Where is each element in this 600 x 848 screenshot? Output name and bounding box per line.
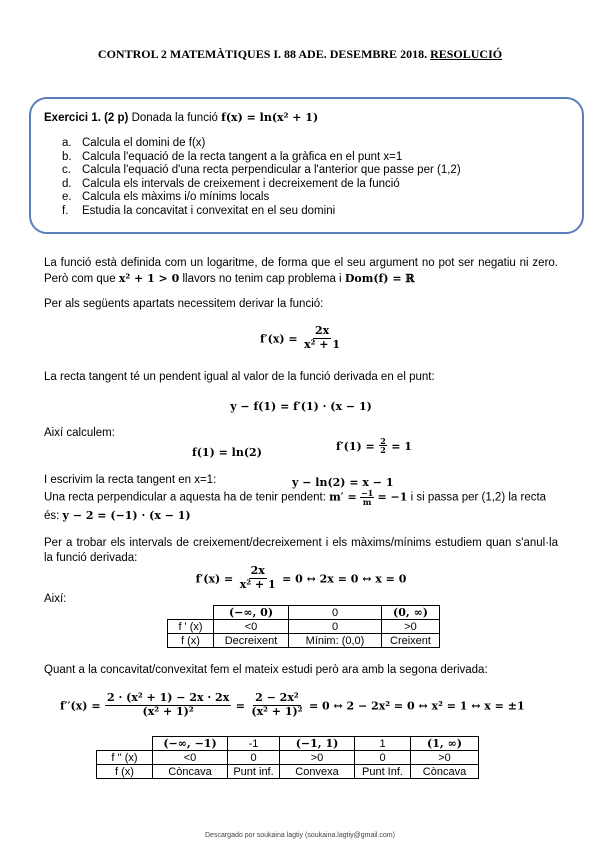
exercise-intro: Donada la funció <box>131 112 218 124</box>
table-cell: 0 <box>228 751 280 765</box>
table-cell: Punt Inf. <box>355 765 411 779</box>
perpendicular-equation-line: és: y − 2 = (−1) · (x − 1) <box>44 509 191 522</box>
table-cell: 0 <box>355 751 411 765</box>
table-cell: Decreixent <box>214 634 289 648</box>
table-cell: Còncava <box>153 765 228 779</box>
page-header <box>0 47 600 62</box>
table-cell: Convexa <box>280 765 355 779</box>
table-cell: >0 <box>382 620 440 634</box>
table-cell: >0 <box>411 751 479 765</box>
table-cell: f ' (x) <box>168 620 214 634</box>
exercise-label: Exercici 1. (2 p) <box>44 112 129 124</box>
table-cell: (0, ∞) <box>382 606 440 620</box>
table-cell: >0 <box>280 751 355 765</box>
concavity-table <box>96 736 479 779</box>
exercise-item: a. Calcula el domini de f(x) <box>62 137 206 149</box>
table-cell: 1 <box>355 737 411 751</box>
header-text: CONTROL 2 MATEMÀTIQUES I. 88 ADE. DESEMBRE 2018. <box>97 47 431 61</box>
download-footer: Descargado por soukaina lagtiy (soukaina.lagtiy@gmail.com) <box>205 832 395 839</box>
fp1-value: f′(1) = $\frac{2}{2}$ = 1 <box>336 436 412 456</box>
derivative-formula: f′(x) = $\frac{2x}{\text{x² + 1}}$ <box>259 324 340 351</box>
tangent-intro: La recta tangent té un pendent igual al valor de la funció derivada en el punt: <box>44 371 435 383</box>
table-cell: f '' (x) <box>97 751 153 765</box>
derivative-intro: Per als següents apartats necessitem derivar la funció: <box>44 298 324 310</box>
table-intro: Així: <box>44 593 67 605</box>
exercise-item: d. Calcula els intervals de creixement i decreixement de la funció <box>62 177 400 190</box>
positivity-expression: x² + 1 > 0 <box>118 272 180 285</box>
table-cell: <0 <box>153 751 228 765</box>
critical-point-equation: f′(x) = $\frac{2x}{\text{x² + 1}}$ = 0 ↔ 2x = 0 ↔ x = 0 <box>195 564 407 591</box>
table-cell: (−∞, 0) <box>214 606 289 620</box>
table-cell: Punt inf. <box>228 765 280 779</box>
exercise-item: e. Calcula els màxims i/o mínims locals <box>62 191 270 203</box>
concavity-paragraph: Quant a la concavitat/convexitat fem el mateix estudi però ara amb la segona derivada: <box>44 664 488 676</box>
table-cell: 0 <box>289 606 382 620</box>
exercise-item: c. Calcula l'equació d'una recta perpendicular a l'anterior que passe per (1,2) <box>62 164 461 176</box>
table-row <box>97 751 479 765</box>
domain-paragraph: La funció està definida com un logaritme, de forma que el seu argument no pot ser negatiu ni zero. Però com que x² + 1 > 0 llavors no tenim cap problema i Dom(f) = ℝ <box>44 257 558 285</box>
header-resolucio: RESOLUCIÓ <box>430 47 503 61</box>
calc-intro: Així calculem: <box>44 427 115 439</box>
second-derivative-equation: f′′(x) = $\frac{\text{2 · (x² + 1) − 2x · 2x}}{\text{(x² + 1)²}}$ = $\frac{\text{2 − 2x²}}{\text{(x² + 1)²}}$ = 0 ↔ 2 − 2x² = 0 ↔ x² = 1 ↔ x = ±1 <box>60 691 525 718</box>
perpendicular-paragraph: Una recta perpendicular a aquesta ha de tenir pendent: m′ = $\frac{-1}{m}$ = −1 i si passa per (1,2) la recta <box>44 488 547 507</box>
table-cell: (−1, 1) <box>280 737 355 751</box>
exercise-item: f. Estudia la concavitat i convexitat en el seu domini <box>62 204 336 217</box>
tangent-write-paragraph: I escrivim la recta tangent en x=1: <box>44 474 217 486</box>
table-cell: Mínim: (0,0) <box>289 634 382 648</box>
table-cell: f (x) <box>97 765 153 779</box>
table-cell: f (x) <box>168 634 214 648</box>
table-cell: <0 <box>214 620 289 634</box>
table-cell: (−∞, −1) <box>153 737 228 751</box>
domain-expression: Dom(f) = ℝ <box>344 272 415 285</box>
table-cell: -1 <box>228 737 280 751</box>
exercise-item: b. Calcula l'equació de la recta tangent a la gràfica en el punt x=1 <box>62 150 403 163</box>
exercise-function: f(x) = ln(x² + 1) <box>221 111 319 124</box>
table-cell: Creixent <box>382 634 440 648</box>
table-cell: Còncava <box>411 765 479 779</box>
exercise-item-list <box>62 137 461 218</box>
tangent-result: y − ln(2) = x − 1 <box>292 476 394 489</box>
table-row <box>168 620 440 634</box>
table-cell: (1, ∞) <box>411 737 479 751</box>
table-row <box>168 634 440 648</box>
table-cell: 0 <box>289 620 382 634</box>
exercise-title <box>44 111 318 124</box>
f1-value: f(1) = ln(2) <box>192 446 262 459</box>
monotony-table <box>167 605 440 648</box>
monotony-paragraph: Per a trobar els intervals de creixement/decreixement i els màxims/mínims estudiem quan s'anul·la la funció derivada: <box>44 537 558 564</box>
tangent-equation: y − f(1) = f′(1) · (x − 1) <box>230 400 372 413</box>
table-row <box>97 765 479 779</box>
